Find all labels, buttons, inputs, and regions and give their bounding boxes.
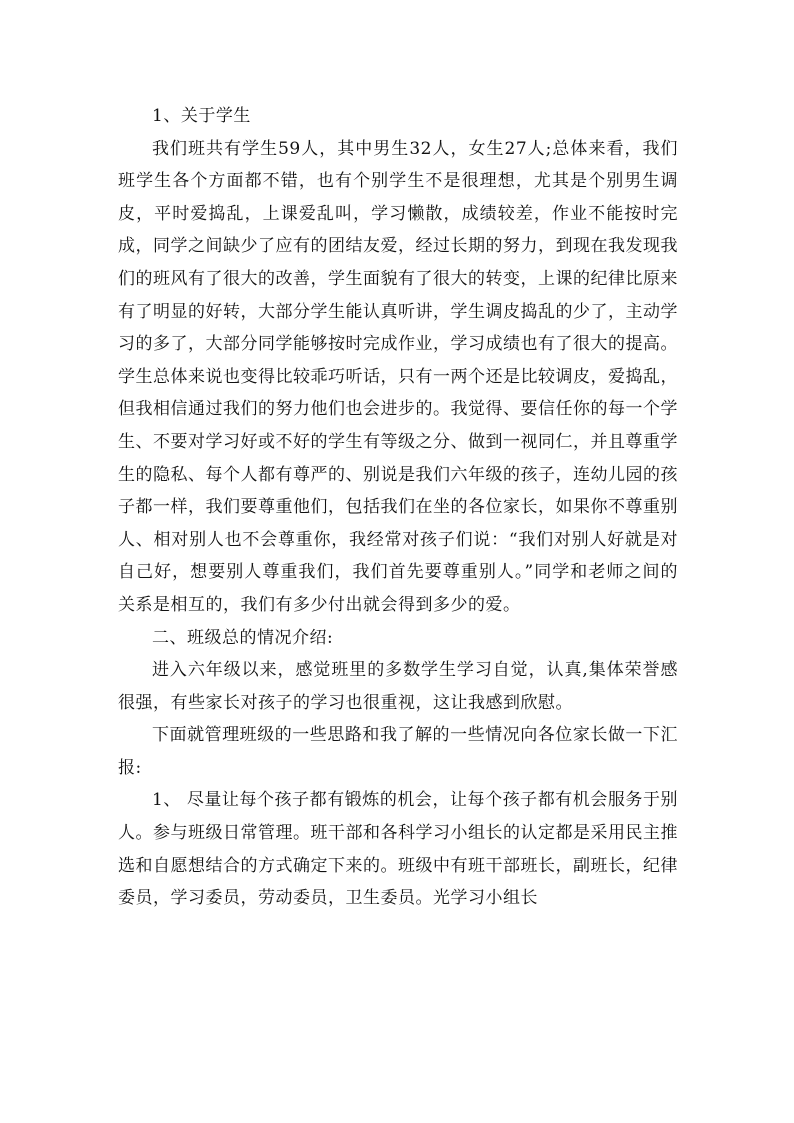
section-heading-class-overview: 二、班级总的情况介绍:	[152, 627, 334, 648]
paragraph-report-intro: 下面就管理班级的一些思路和我了解的一些情况向各位家长做一下汇报:	[118, 725, 678, 778]
paragraph-item-1: 1、 尽量让每个孩子都有锻炼的机会，让每个孩子都有机会服务于别人。参与班级日常管理。班干部和各科学习小组长的认定都是采用民主推选和自愿想结合的方式确定下来的。班级中有班干部班长，副班长，纪律委员，学习委员，劳动委员，卫生委员。光学习小组长	[118, 790, 678, 909]
paragraph-students-overview: 我们班共有学生59人，其中男生32人，女生27人;总体来看，我们班学生各个方面都不错，也有个别学生不是很理想，尤其是个别男生调皮，平时爱捣乱，上课爱乱叫，学习懒散，成绩较差，作业不能按时完成，同学之间缺少了应有的团结友爱，经过长期的努力，到现在我发现我们的班风有了很大的改善，学生面貌有了很大的转变，上课的纪律比原来有了明显的好转，大部分学生能认真听讲，学生调皮捣乱的少了，主动学习的多了，大部分同学能够按时完成作业，学习成绩也有了很大的提高。学生总体来说也变得比较乖巧听话，只有一两个还是比较调皮，爱捣乱，但我相信通过我们的努力他们也会进步的。我觉得、要信任你的每一个学生、不要对学习好或不好的学生有等级之分、做到一视同仁，并且尊重学生的隐私、每个人都有尊严的、别说是我们六年级的孩子，连幼儿园的孩子都一样，我们要尊重他们，包括我们在坐的各位家长，如果你不尊重别人、相对别人也不会尊重你，我经常对孩子们说：“我们对别人好就是对自己好，想要别人尊重我们，我们首先要尊重别人。”同学和老师之间的关系是相互的，我们有多少付出就会得到多少的爱。	[118, 138, 678, 615]
document-body	[118, 100, 678, 915]
paragraph-grade-six: 进入六年级以来，感觉班里的多数学生学习自觉，认真,集体荣誉感很强，有些家长对孩子的学习也很重视，这让我感到欣慰。	[118, 660, 678, 713]
section-heading-students: 1、关于学生	[152, 106, 251, 126]
